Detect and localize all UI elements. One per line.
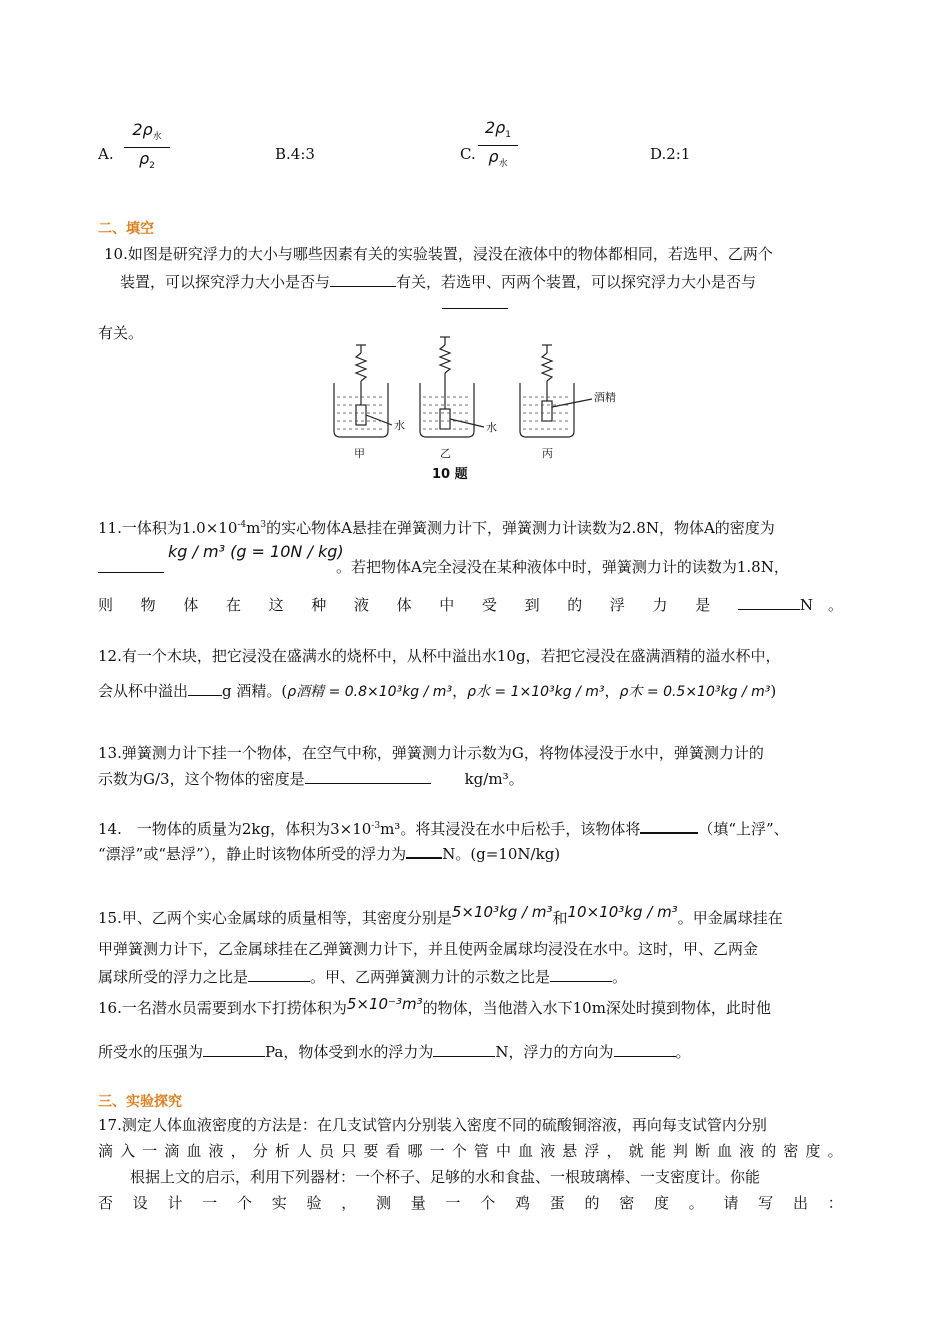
q12-line1: 12.有一个木块，把它浸没在盛满水的烧杯中，从杯中溢出水10g，若把它浸没在盛满酒精的溢水杯中， — [98, 647, 781, 665]
q13-blank[interactable] — [305, 769, 431, 784]
q10-line3: 有关。 — [98, 324, 144, 342]
option-b: B.4:3 — [275, 145, 315, 163]
q12-blank[interactable] — [188, 681, 222, 696]
q14-blank-2[interactable] — [406, 843, 442, 859]
q13-line1: 13.弹簧测力计下挂一个物体，在空气中称，弹簧测力计示数为G，将物体浸没于水中，弹簧测力计的 — [98, 744, 764, 762]
q14-line2: “漂浮”或“悬浮”），静止时该物体所受的浮力为 N。(g=10N/kg) — [98, 845, 561, 863]
q10-blank-1[interactable] — [330, 272, 396, 287]
option-a-label: A. — [98, 145, 114, 163]
q17-line4: 否 设 计 一 个 实 验 ， 测 量 一 个 鸡 蛋 的 密 度 。 请 写 出 ： — [98, 1194, 843, 1212]
section-heading-fill-in: 二、填空 — [98, 221, 154, 237]
q15-blank-1[interactable] — [248, 967, 310, 982]
beaker-label-bing: 丙 — [542, 447, 553, 460]
q16-line1: 16.一名潜水员需要到水下打捞体积为5×10⁻³m³的物体，当他潜入水下10m深处时摸到物体，此时他 — [98, 995, 771, 1017]
option-a-fraction: $2\rho_水$ $\rho_2$ — [124, 120, 170, 177]
section-heading-experiment: 三、实验探究 — [98, 1094, 182, 1110]
figure-caption: 10 题 — [432, 467, 468, 482]
option-c-label: C. — [460, 145, 476, 163]
beaker-yi — [420, 337, 484, 437]
q15-line3: 属球所受的浮力之比是 。甲、乙两弹簧测力计的示数之比是 。 — [98, 968, 628, 986]
q10-line2: 装置，可以探究浮力大小是否与 有关，若选甲、丙两个装置，可以探究浮力大小是否与 — [120, 273, 757, 291]
q11-blank-2[interactable] — [738, 595, 800, 610]
q15-line2: 甲弹簧测力计下，乙金属球挂在乙弹簧测力计下，并且使两金属球均浸没在水中。这时，甲、乙两金 — [98, 940, 759, 958]
option-d: D.2:1 — [650, 145, 691, 163]
q12-line2: 会从杯中溢出 g 酒精。(ρ酒精 = 0.8×10³kg / m³，ρ水 = 1×10³kg / m³，ρ木 = 0.5×10³kg / m³) — [98, 682, 777, 700]
beaker-label-jia: 甲 — [354, 447, 365, 460]
q16-blank-3[interactable] — [614, 1042, 676, 1057]
option-c-fraction: $2\rho_1$ $\rho_水$ — [478, 118, 518, 175]
q14-blank-1[interactable] — [640, 818, 698, 834]
q10-blank-2[interactable] — [442, 308, 508, 309]
q16-blank-2[interactable] — [433, 1042, 495, 1057]
q17-line3: 根据上文的启示，利用下列器材：一个杯子、足够的水和食盐、一根玻璃棒、一支密度计。你能 — [130, 1168, 761, 1186]
q10-apparatus-figure — [320, 335, 640, 485]
beaker-bing — [520, 345, 592, 437]
liquid-label-yi: 水 — [486, 421, 497, 434]
liquid-label-bing: 酒精 — [594, 391, 616, 404]
q17-line2: 滴 入 一 滴 血 液 ， 分 析 人 员 只 要 看 哪 一 个 管 中 血 液 悬 浮 ， 就 能 判 断 血 液 的 密 度 。 — [98, 1142, 843, 1160]
liquid-label-jia: 水 — [394, 419, 405, 432]
q13-line2: 示数为G/3，这个物体的密度是 kg/m³。 — [98, 770, 524, 788]
q17-line1: 17.测定人体血液密度的方法是：在几支试管内分别装入密度不同的硫酸铜溶液，再向每支试管内分别 — [98, 1116, 767, 1134]
q11-line2: 。若把物体A完全浸没在某种液体中时，弹簧测力计的读数为1.8N， — [336, 558, 789, 576]
q11-line1: 11.一体积为$1.0\times 10^{-4}m^3$的实心物体A悬挂在弹簧测力计下，弹簧测力计读数为2.8N，物体A的密度为 — [98, 519, 775, 537]
q14-line1: 14. 一物体的质量为2kg，体积为$3\times 10^{-3}m^3$。将其浸没在水中后松手，该物体将 （填“上浮”、 — [98, 820, 789, 838]
q11-formula: kg / m³ (g = 10N / kg) — [168, 542, 344, 561]
q11-line3: 则 物 体 在 这 种 液 体 中 受 到 的 浮 力 是 N 。 — [98, 596, 843, 614]
beaker-label-yi: 乙 — [440, 447, 451, 460]
q11-blank-1[interactable] — [98, 572, 164, 573]
q10-line1: 10.如图是研究浮力的大小与哪些因素有关的实验装置，浸没在液体中的物体都相同，若选甲、乙两个 — [104, 245, 773, 263]
beaker-jia — [334, 345, 392, 437]
q15-line1: 15.甲、乙两个实心金属球的质量相等，其密度分别是5×10³kg / m³和10×10³kg / m³。甲金属球挂在 — [98, 903, 783, 927]
q16-blank-1[interactable] — [203, 1042, 265, 1057]
q16-line2: 所受水的压强为 Pa，物体受到水的浮力为 N，浮力的方向为 。 — [98, 1043, 691, 1061]
q15-blank-2[interactable] — [550, 967, 612, 982]
